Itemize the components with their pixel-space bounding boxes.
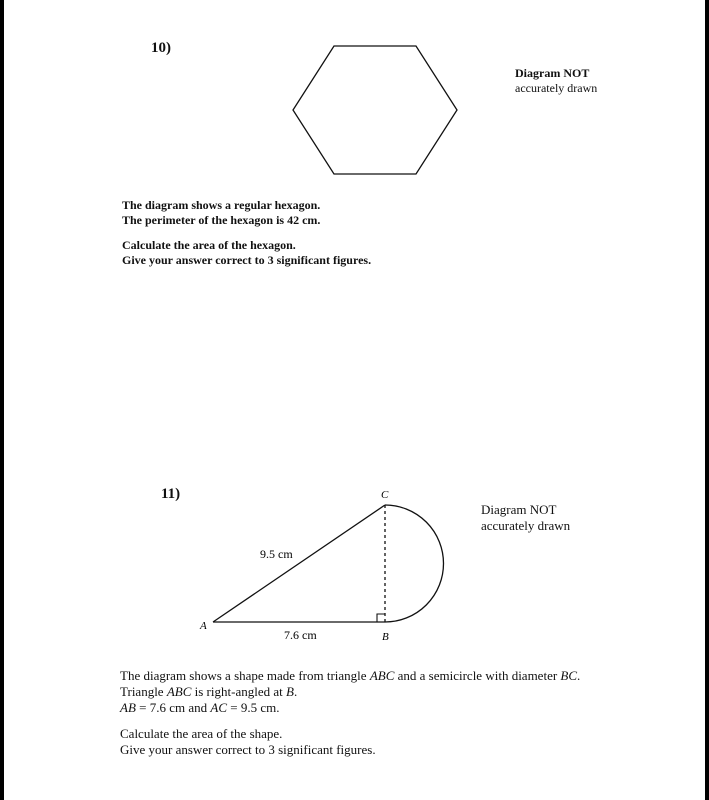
hexagon-diagram	[4, 0, 705, 200]
note-line-1: Diagram NOT	[515, 66, 590, 80]
question-10-number: 10)	[151, 40, 171, 56]
question-11-task-line-1: Calculate the area of the shape.	[120, 726, 283, 741]
question-11-task-line-2: Give your answer correct to 3 significant figures.	[120, 742, 376, 757]
question-10-line-2: The perimeter of the hexagon is 42 cm.	[122, 213, 321, 227]
question-11-number: 11)	[161, 486, 181, 502]
question-10-task-line-2: Give your answer correct to 3 significant figures.	[122, 253, 372, 267]
triangle-semicircle-diagram	[4, 480, 705, 650]
question-11-task	[120, 726, 376, 758]
label-c: C	[381, 489, 389, 501]
label-ab-length: 7.6 cm	[284, 628, 317, 642]
note-line-2: accurately drawn	[481, 518, 571, 533]
label-a: A	[200, 620, 207, 632]
regular-hexagon	[293, 46, 457, 174]
question-10-line-1: The diagram shows a regular hexagon.	[122, 198, 321, 212]
question-10-text	[122, 198, 320, 228]
note-line-1: Diagram NOT	[481, 502, 557, 517]
question-11-diagram-note	[481, 502, 570, 534]
question-10-task	[122, 238, 371, 268]
label-b: B	[382, 631, 389, 643]
question-11-text	[120, 668, 580, 716]
question-10-diagram-note	[515, 66, 597, 96]
side-ac	[213, 505, 385, 622]
note-line-2: accurately drawn	[515, 81, 598, 95]
label-ac-length: 9.5 cm	[260, 547, 293, 561]
worksheet-page	[4, 0, 705, 800]
right-angle-marker	[377, 614, 385, 622]
question-11-line-3: AB = 7.6 cm and AC = 9.5 cm.	[120, 700, 280, 715]
semicircle	[385, 505, 444, 622]
question-11-line-1: The diagram shows a shape made from triangle ABC and a semicircle with diameter BC.	[120, 668, 581, 683]
question-10-task-line-1: Calculate the area of the hexagon.	[122, 238, 296, 252]
question-11-line-2: Triangle ABC is right-angled at B.	[120, 684, 298, 699]
